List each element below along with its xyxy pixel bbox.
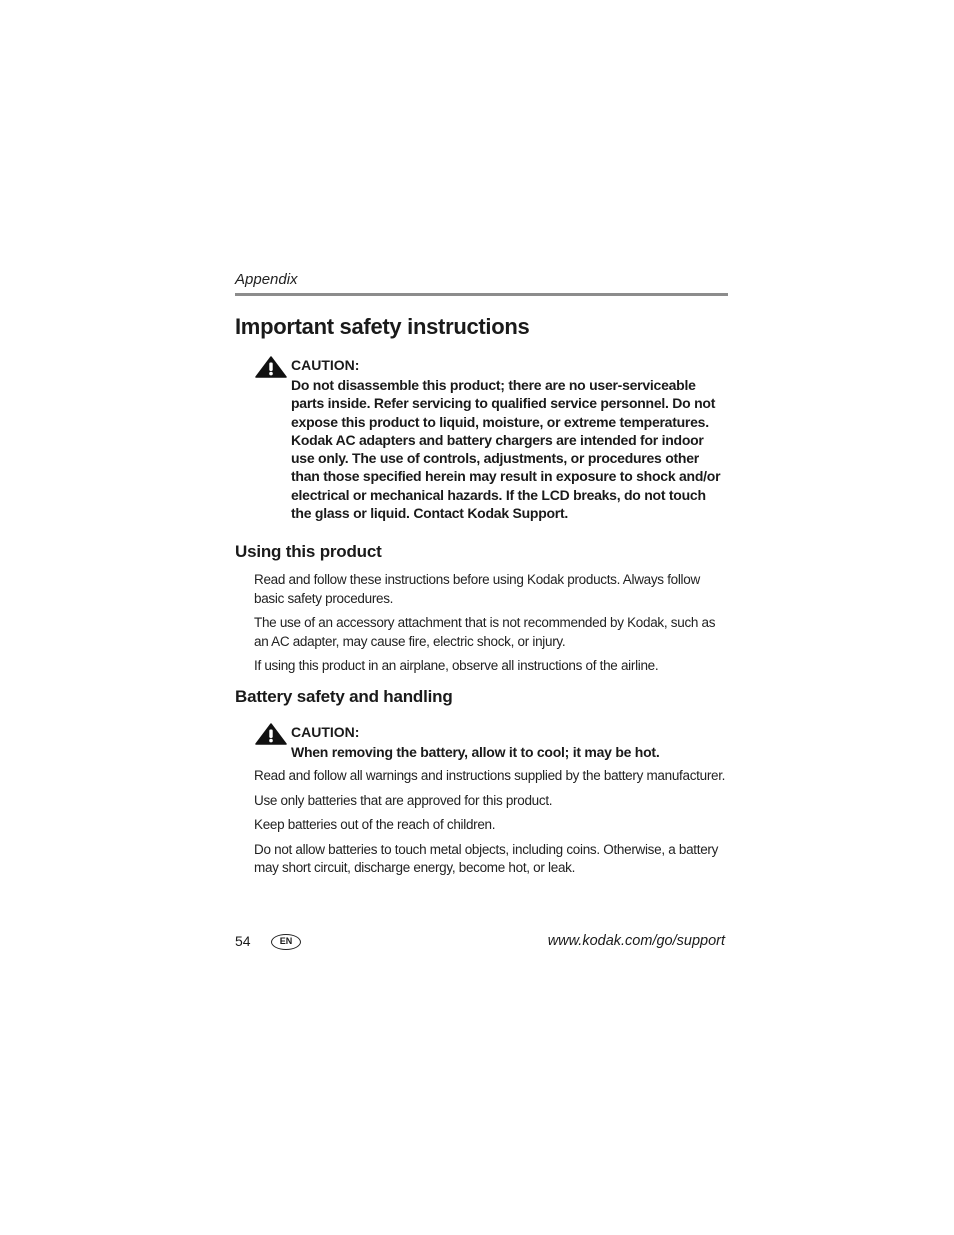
language-badge: EN: [271, 934, 301, 950]
page-footer: [235, 930, 725, 952]
caution-text: Do not disassemble this product; there are no user-serviceable parts inside. Refer servicing to qualified service personnel. Do not expose this product to liquid, moisture, or extreme temperatures. Kodak AC adapters and battery chargers are intended for indoor use only. The use of controls, adjustments, or procedures other than those specified herein may result in exposure to shock and/or electrical or mechanical hazards. If the LCD breaks, do not touch the glass or liquid. Contact Kodak Support.: [291, 377, 721, 522]
caution-block-battery: [235, 723, 728, 761]
paragraph: The use of an accessory attachment that is not recommended by Kodak, such as an AC adapter, may cause fire, electric shock, or injury.: [254, 615, 716, 649]
caution-block-general: [235, 356, 728, 522]
paragraph: Use only batteries that are approved for this product.: [254, 792, 553, 808]
caution-label: CAUTION:: [291, 357, 360, 373]
support-url-link[interactable]: www.kodak.com/go/support: [547, 933, 725, 949]
warning-triangle-icon: [255, 356, 287, 378]
paragraph: Read and follow all warnings and instructions supplied by the battery manufacturer.: [254, 768, 726, 784]
paragraph: Read and follow these instructions before using Kodak products. Always follow basic safety procedures.: [254, 572, 700, 606]
caution-text: When removing the battery, allow it to cool; it may be hot.: [291, 743, 660, 760]
caution-label: CAUTION:: [291, 723, 360, 740]
warning-triangle-icon: [255, 723, 287, 745]
page-title: Important safety instructions: [235, 314, 530, 339]
running-head: Appendix: [235, 271, 298, 288]
header-rule: [235, 293, 728, 296]
section-heading-battery-safety: Battery safety and handling: [235, 686, 453, 706]
section-heading-using-product: Using this product: [235, 542, 382, 562]
paragraph: Keep batteries out of the reach of children.: [254, 817, 496, 833]
page-number: 54: [235, 933, 251, 949]
page-content: [235, 270, 728, 878]
paragraph: Do not allow batteries to touch metal objects, including coins. Otherwise, a battery may short circuit, discharge energy, become hot, or leak.: [254, 841, 719, 876]
paragraph: If using this product in an airplane, observe all instructions of the airline.: [254, 658, 659, 674]
